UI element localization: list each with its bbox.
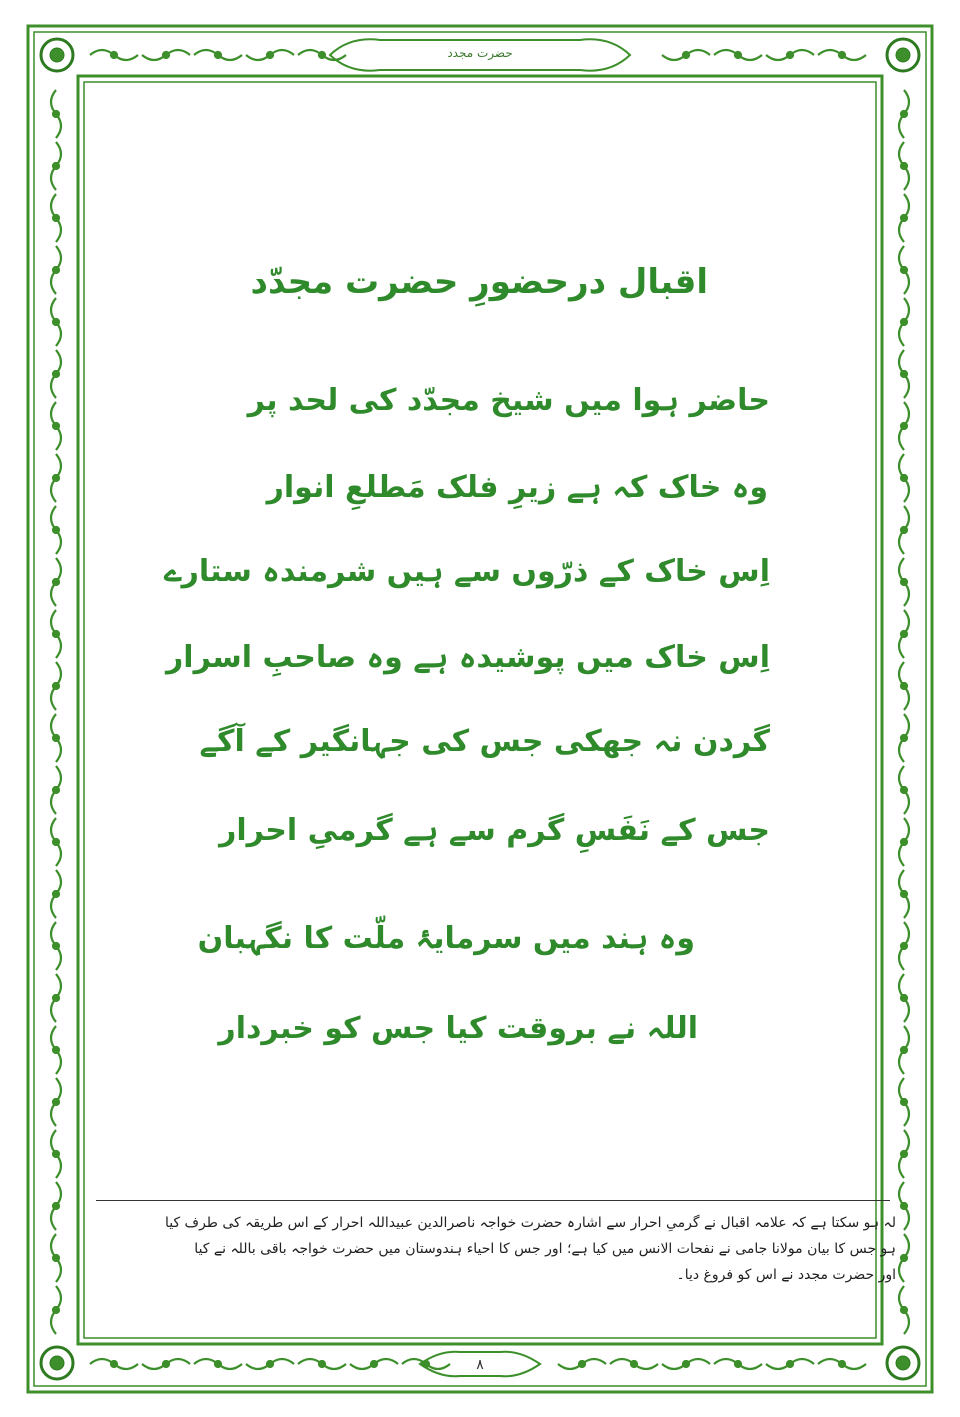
- footnote-line: لہ ہو سکتا ہے کہ علامہ اقبال نے گرمیِ احرار سے اشارہ حضرت خواجہ ناصرالدین عبیداللہ احرار کے اس طریقہ کی طرف کیا: [164, 1215, 896, 1231]
- footnote-line: اور حضرت مجدد نے اس کو فروغ دیا۔: [676, 1267, 896, 1283]
- footnote-divider: [96, 1200, 890, 1201]
- verse-line: وہ خاک کہ ہے زیرِ فلک مَطلعِ انوار: [266, 470, 768, 505]
- verse-line: جس کے نَفَسِ گرم سے ہے گرمیِ احرار: [219, 813, 770, 848]
- verse-line: اللہ نے بروقت کیا جس کو خبردار: [218, 1011, 698, 1046]
- footnote-line: ہو جس کا بیان مولانا جامی نے نفحات الانس میں کیا ہے؛ اور جس کا احیاء ہندوستان میں حضرت خواجہ باقی باللہ نے کیا: [194, 1241, 896, 1257]
- page-number: ۸: [476, 1357, 484, 1373]
- verse-line: اِس خاک میں پوشیدہ ہے وہ صاحبِ اسرار: [166, 640, 770, 675]
- verse-line: حاضر ہوا میں شیخ مجدّد کی لحد پر: [247, 383, 770, 418]
- footnote: [96, 1210, 896, 1288]
- verse-line: وہ ہند میں سرمایۂ ملّت کا نگہبان: [197, 921, 695, 956]
- poem-title: اقبال درحضورِ حضرت مجدّد: [250, 262, 708, 302]
- verse-line: اِس خاک کے ذرّوں سے ہیں شرمندہ ستارے: [164, 554, 770, 589]
- header-label: حضرت مجدد: [447, 46, 513, 60]
- verse-line: گردن نہ جھکی جس کی جہانگیر کے آگے: [199, 724, 770, 759]
